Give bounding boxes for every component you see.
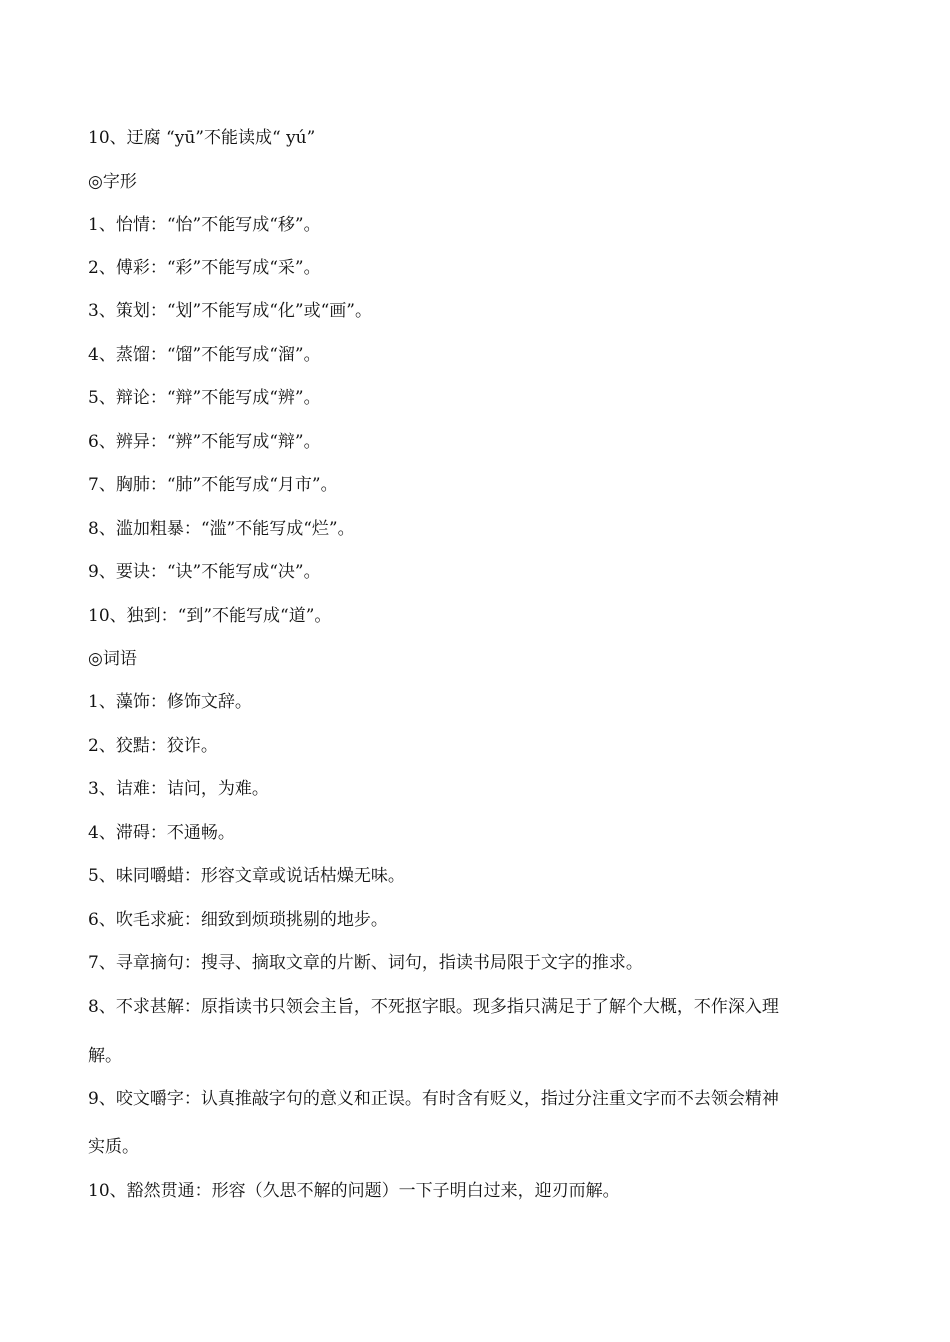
- glyph-item-2: 2、傅彩：“彩”不能写成“采”。: [88, 258, 321, 278]
- glyph-item-3: 3、策划：“划”不能写成“化”或“画”。: [88, 301, 372, 321]
- glyph-item-9: 9、要诀：“诀”不能写成“决”。: [88, 562, 321, 582]
- vocab-item-4: 4、滞碍：不通畅。: [88, 823, 235, 843]
- glyph-item-8: 8、滥加粗暴：“滥”不能写成“烂”。: [88, 519, 355, 539]
- glyph-item-1: 1、怡情：“怡”不能写成“移”。: [88, 215, 321, 235]
- glyph-item-10: 10、独到：“到”不能写成“道”。: [88, 606, 332, 626]
- vocab-item-8: 8、不求甚解：原指读书只领会主旨，不死抠字眼。现多指只满足于了解个大概，不作深入理: [88, 997, 779, 1017]
- section-heading-vocabulary: ◎词语: [88, 649, 137, 669]
- vocab-item-8-continued: 解。: [88, 1046, 122, 1066]
- glyph-item-7: 7、胸肺：“肺”不能写成“月市”。: [88, 475, 338, 495]
- section-heading-glyph-form: ◎字形: [88, 172, 137, 192]
- vocab-item-5: 5、味同嚼蜡：形容文章或说话枯燥无味。: [88, 866, 405, 886]
- vocab-item-1: 1、藻饰：修饰文辞。: [88, 692, 252, 712]
- vocab-item-9-continued: 实质。: [88, 1137, 139, 1157]
- glyph-item-6: 6、辨异：“辨”不能写成“辩”。: [88, 432, 321, 452]
- vocab-item-6: 6、吹毛求疵：细致到烦琐挑剔的地步。: [88, 910, 388, 930]
- vocab-item-2: 2、狡黠：狡诈。: [88, 736, 218, 756]
- pronunciation-item-10: 10、迂腐 “yū”不能读成“ yú”: [88, 128, 316, 148]
- vocab-item-10: 10、豁然贯通：形容（久思不解的问题）一下子明白过来，迎刃而解。: [88, 1181, 620, 1201]
- glyph-item-5: 5、辩论：“辩”不能写成“辨”。: [88, 388, 321, 408]
- vocab-item-9: 9、咬文嚼字：认真推敲字句的意义和正误。有时含有贬义，指过分注重文字而不去领会精神: [88, 1089, 779, 1109]
- vocab-item-7: 7、寻章摘句：搜寻、摘取文章的片断、词句，指读书局限于文字的推求。: [88, 953, 643, 973]
- vocab-item-3: 3、诘难：诘问，为难。: [88, 779, 269, 799]
- glyph-item-4: 4、蒸馏：“馏”不能写成“溜”。: [88, 345, 321, 365]
